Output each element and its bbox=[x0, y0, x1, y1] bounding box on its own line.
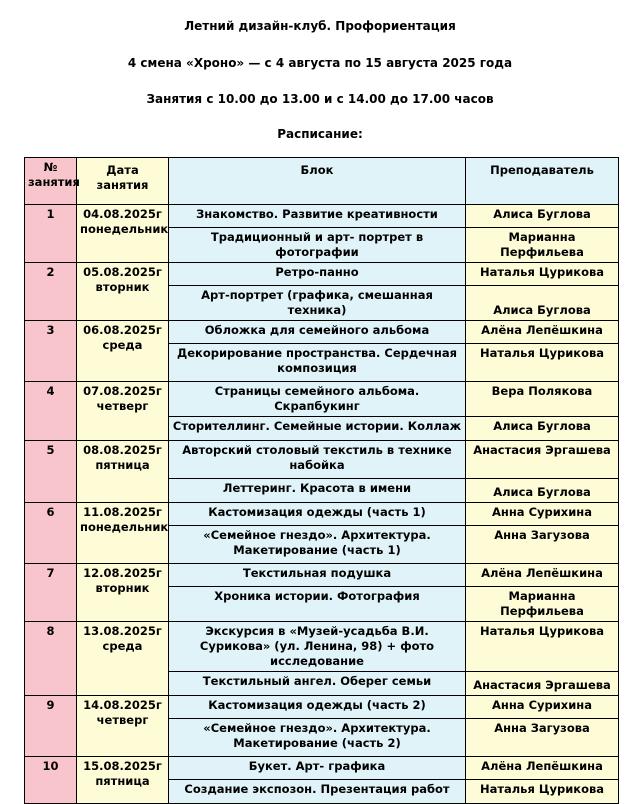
block-cell: Обложка для семейного альбома bbox=[169, 321, 466, 344]
block-cell: Арт-портрет (графика, смешанная техника) bbox=[169, 286, 466, 321]
lesson-date-cell bbox=[77, 757, 169, 804]
teacher-cell: Наталья Цурикова bbox=[466, 622, 619, 672]
block-cell: Страницы семейного альбома. Скрапбукинг bbox=[169, 382, 466, 417]
lesson-number: 10 bbox=[25, 757, 77, 804]
header-teacher: Преподаватель bbox=[466, 158, 619, 205]
shift-info: 4 смена «Хроно» — с 4 августа по 15 августа 2025 года bbox=[127, 56, 513, 70]
teacher-cell: Алиса Буглова bbox=[466, 479, 619, 503]
teacher-cell: Вера Полякова bbox=[466, 382, 619, 417]
block-cell: Сторителлинг. Семейные истории. Коллаж bbox=[169, 417, 466, 441]
lesson-date-cell bbox=[77, 441, 169, 503]
table-row bbox=[25, 564, 619, 587]
lesson-date-cell bbox=[77, 382, 169, 441]
lesson-date-cell bbox=[77, 321, 169, 382]
table-row bbox=[25, 503, 619, 526]
table-row bbox=[25, 696, 619, 719]
table-row bbox=[25, 321, 619, 344]
table-row bbox=[25, 757, 619, 780]
header-date: Дата занятия bbox=[77, 158, 169, 205]
teacher-cell: Алёна Лепёшкина bbox=[466, 321, 619, 344]
schedule-table bbox=[24, 157, 619, 804]
lesson-number: 3 bbox=[25, 321, 77, 382]
table-row bbox=[25, 263, 619, 286]
lesson-date: 11.08.2025г bbox=[83, 505, 162, 519]
block-cell: «Семейное гнездо». Архитектура. Макетирование (часть 1) bbox=[169, 526, 466, 564]
block-cell: Букет. Арт- графика bbox=[169, 757, 466, 780]
lesson-date: 05.08.2025г bbox=[83, 265, 162, 279]
lesson-date: 08.08.2025г bbox=[83, 443, 162, 457]
table-row bbox=[25, 441, 619, 479]
lesson-date-cell bbox=[77, 503, 169, 564]
block-cell: Хроника истории. Фотография bbox=[169, 587, 466, 622]
teacher-cell: Алиса Буглова bbox=[466, 205, 619, 228]
teacher-cell: Алёна Лепёшкина bbox=[466, 564, 619, 587]
lesson-weekday: вторник bbox=[95, 581, 150, 595]
lesson-date: 12.08.2025г bbox=[83, 566, 162, 580]
lesson-number: 2 bbox=[25, 263, 77, 321]
lesson-weekday: понедельник bbox=[80, 520, 169, 534]
table-row bbox=[25, 382, 619, 417]
lesson-date-cell bbox=[77, 205, 169, 263]
lesson-date-cell bbox=[77, 263, 169, 321]
lesson-number: 4 bbox=[25, 382, 77, 441]
teacher-cell: Марианна Перфильева bbox=[466, 228, 619, 263]
schedule-label: Расписание: bbox=[277, 127, 363, 141]
lesson-date: 13.08.2025г bbox=[83, 624, 162, 638]
teacher-cell: Марианна Перфильева bbox=[466, 587, 619, 622]
lesson-weekday: пятница bbox=[95, 774, 150, 788]
teacher-cell: Анастасия Эргашева bbox=[466, 672, 619, 696]
block-cell: Ретро-панно bbox=[169, 263, 466, 286]
page-title: Летний дизайн-клуб. Профориентация bbox=[184, 19, 456, 33]
lesson-date: 15.08.2025г bbox=[83, 759, 162, 773]
block-cell: Традиционный и арт- портрет в фотографии bbox=[169, 228, 466, 263]
teacher-cell: Анастасия Эргашева bbox=[466, 441, 619, 479]
lesson-date: 07.08.2025г bbox=[83, 384, 162, 398]
lesson-date-cell bbox=[77, 696, 169, 757]
lesson-date-cell bbox=[77, 622, 169, 696]
teacher-cell: Анна Сурихина bbox=[466, 696, 619, 719]
lesson-weekday: среда bbox=[102, 639, 143, 653]
lesson-weekday: четверг bbox=[96, 399, 149, 413]
lesson-number: 1 bbox=[25, 205, 77, 263]
block-cell: Знакомство. Развитие креативности bbox=[169, 205, 466, 228]
teacher-cell: Алиса Буглова bbox=[466, 417, 619, 441]
teacher-cell: Наталья Цурикова bbox=[466, 780, 619, 804]
teacher-cell: Анна Загузова bbox=[466, 526, 619, 564]
lesson-number: 5 bbox=[25, 441, 77, 503]
block-cell: Текстильная подушка bbox=[169, 564, 466, 587]
block-cell: Леттеринг. Красота в имени bbox=[169, 479, 466, 503]
block-cell: Кастомизация одежды (часть 1) bbox=[169, 503, 466, 526]
block-cell: Текстильный ангел. Оберег семьи bbox=[169, 672, 466, 696]
teacher-cell: Алёна Лепёшкина bbox=[466, 757, 619, 780]
lesson-date: 06.08.2025г bbox=[83, 323, 162, 337]
block-cell: «Семейное гнездо». Архитектура. Макетирование (часть 2) bbox=[169, 719, 466, 757]
lesson-weekday: четверг bbox=[96, 713, 149, 727]
lesson-weekday: вторник bbox=[95, 280, 150, 294]
hours-info: Занятия с 10.00 до 13.00 и с 14.00 до 17.00 часов bbox=[146, 92, 494, 106]
header-number: № занятия bbox=[25, 158, 77, 205]
teacher-cell: Анна Сурихина bbox=[466, 503, 619, 526]
lesson-weekday: пятница bbox=[95, 458, 150, 472]
lesson-date: 14.08.2025г bbox=[83, 698, 162, 712]
lesson-number: 6 bbox=[25, 503, 77, 564]
block-cell: Авторский столовый текстиль в технике набойка bbox=[169, 441, 466, 479]
block-cell: Экскурсия в «Музей-усадьба В.И. Сурикова» (ул. Ленина, 98) + фото исследование bbox=[169, 622, 466, 672]
lesson-date: 04.08.2025г bbox=[83, 207, 162, 221]
lesson-number: 8 bbox=[25, 622, 77, 696]
block-cell: Создание экспозон. Презентация работ bbox=[169, 780, 466, 804]
block-cell: Декорирование пространства. Сердечная композиция bbox=[169, 344, 466, 382]
lesson-weekday: среда bbox=[102, 338, 143, 352]
lesson-weekday: понедельник bbox=[80, 222, 169, 236]
table-row bbox=[25, 622, 619, 672]
lesson-number: 7 bbox=[25, 564, 77, 622]
teacher-cell: Алиса Буглова bbox=[466, 286, 619, 321]
table-header-row bbox=[25, 158, 619, 205]
table-row bbox=[25, 205, 619, 228]
teacher-cell: Анна Загузова bbox=[466, 719, 619, 757]
header-block: Блок bbox=[169, 158, 466, 205]
lesson-number: 9 bbox=[25, 696, 77, 757]
teacher-cell: Наталья Цурикова bbox=[466, 344, 619, 382]
block-cell: Кастомизация одежды (часть 2) bbox=[169, 696, 466, 719]
lesson-date-cell bbox=[77, 564, 169, 622]
teacher-cell: Наталья Цурикова bbox=[466, 263, 619, 286]
